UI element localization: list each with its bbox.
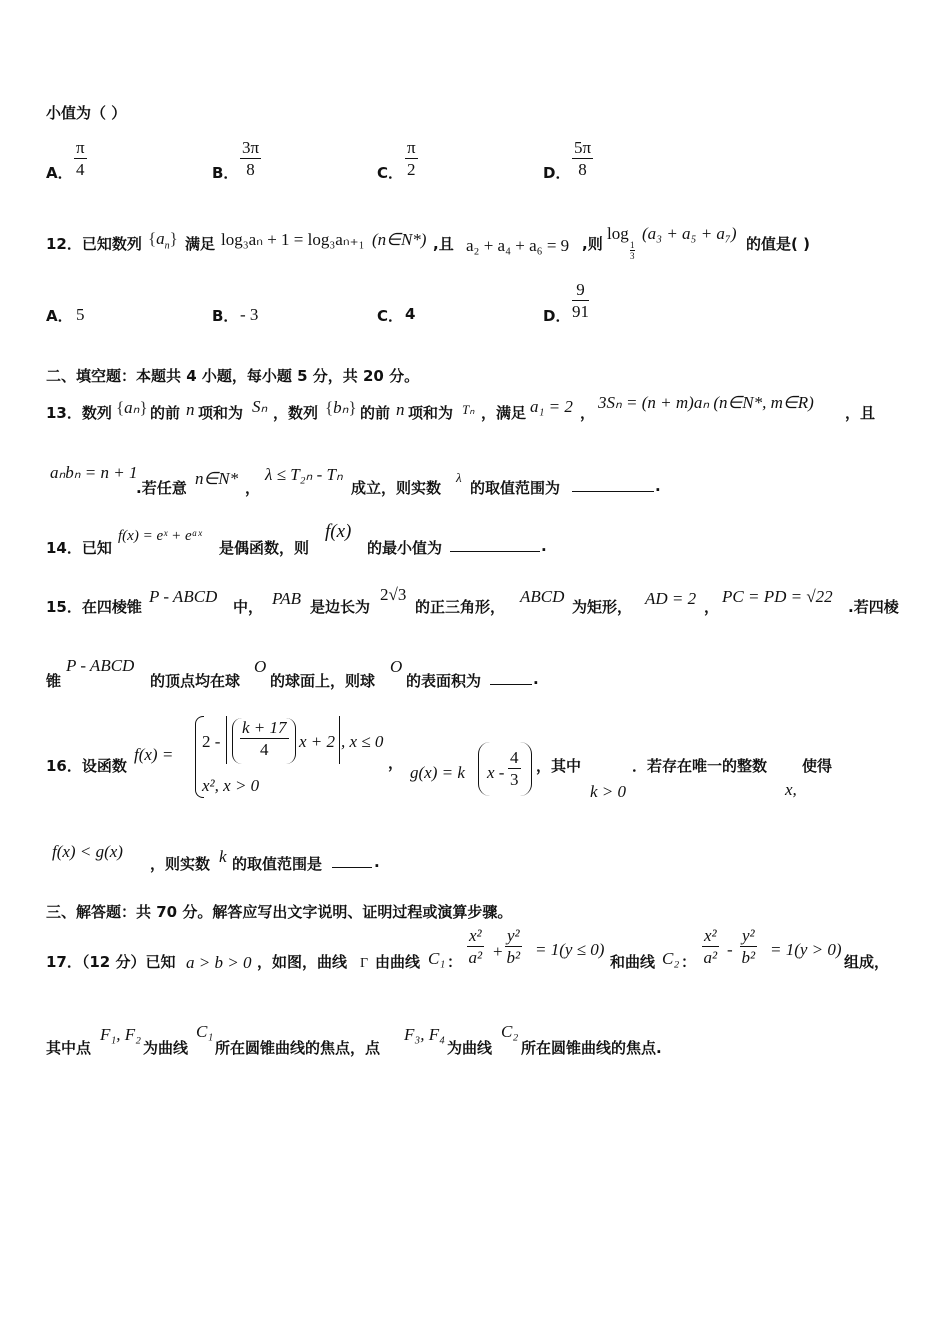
q15-d: 的正三角形， — [415, 598, 506, 616]
q13-l1-b: 的前 — [150, 404, 181, 422]
q12-cond2: a₂ + a₄ + a₆ = 9 — [466, 236, 570, 255]
q17-l2-a: 其中点 — [46, 1039, 92, 1057]
q17-e1-d2: b² — [506, 948, 521, 967]
q13-l1-f: 项和为 — [408, 404, 454, 422]
q13-l1-e: 的前 — [360, 404, 391, 422]
q11-c-den: 2 — [407, 160, 416, 179]
q11-option-b-frac — [240, 138, 261, 181]
q12-expr-log: log — [607, 224, 629, 243]
q15-l2-d: 的表面积为 — [406, 672, 482, 690]
q15-O-1: O — [254, 657, 267, 676]
q12-option-b-label[interactable]: B． — [212, 307, 239, 325]
q17-minus: - — [727, 940, 733, 959]
q13-a1: a₁ = 2 — [530, 397, 573, 416]
q17-colon-1: ： — [447, 953, 463, 971]
q11-b-den: 8 — [246, 160, 255, 179]
q17-e2-rest: = 1(y > 0) — [770, 940, 842, 959]
q16-piece1-den: 4 — [260, 740, 269, 759]
q12-option-c-label[interactable]: C． — [377, 307, 404, 325]
q13-rel: 3Sₙ = (n + m)aₙ (n∈N*, m∈R) — [598, 393, 814, 412]
q13-l1-c: 项和为 — [198, 404, 244, 422]
q17-cond: a > b > 0 — [186, 953, 252, 972]
q16-c: ．若存在唯一的整数 — [632, 757, 768, 775]
q17-gamma: Γ — [360, 956, 369, 971]
q16-answer-blank[interactable] — [332, 853, 372, 872]
q16-x: x, — [785, 780, 797, 799]
q13-l2-a: .若任意 — [136, 479, 187, 497]
q17-l2-b: 为曲线 — [143, 1039, 189, 1057]
q12-base-num: 1 — [630, 240, 635, 250]
q13-l1-d: ，数列 — [273, 404, 319, 422]
q17-e2-d1: a² — [703, 948, 718, 967]
q13-l2-rel: aₙbₙ = n + 1 — [50, 463, 138, 482]
q16-k: k — [219, 847, 227, 866]
q12-option-c-value: 4 — [405, 305, 416, 323]
q17-b: ，如图，曲线 — [257, 953, 348, 971]
q13-seq-b-text: bₙ — [333, 398, 349, 417]
q12-option-d-label[interactable]: D． — [543, 307, 571, 325]
q11-b-num: 3π — [242, 138, 260, 157]
q16-end: . — [374, 853, 380, 871]
q13-l1-g: ，满足 — [481, 404, 527, 422]
q11-a-den: 4 — [76, 160, 85, 179]
q13-l2-c: 的取值范围为 — [470, 479, 561, 497]
q13-end: . — [655, 477, 661, 495]
q13-lambda: λ — [456, 470, 462, 485]
q13-l1-h: ，且 — [845, 404, 876, 422]
q12-d-den: 91 — [572, 302, 589, 321]
q17-l2-d: 为曲线 — [447, 1039, 493, 1057]
q17-e1-n1: x² — [469, 926, 482, 945]
q11-option-c-label[interactable]: C． — [377, 164, 404, 182]
q16-comma: ， — [388, 754, 404, 772]
q17-e1-frac1 — [467, 926, 484, 969]
q17-a: 17．（12 分）已知 — [46, 953, 176, 971]
q17-F12: F₁, F₂ — [100, 1025, 142, 1044]
q14-a: 14．已知 — [46, 539, 112, 557]
q15-l2-a: 锥 — [46, 672, 62, 690]
q17-e1-frac2 — [505, 926, 522, 969]
q16-piece1-post: x + 2 — [299, 732, 336, 751]
q17-F34: F₃, F₄ — [404, 1025, 446, 1044]
q16-g-pre: x - — [487, 763, 505, 782]
q17-e2-frac1 — [702, 926, 719, 969]
q11-option-c-frac — [405, 138, 418, 181]
q15-side: 2√3 — [380, 585, 407, 604]
q12-ask: 的值是( ) — [746, 235, 810, 253]
q12-seq-sub: n — [164, 240, 170, 252]
q12-option-a-value: 5 — [76, 305, 85, 324]
q13-S: Sₙ — [252, 397, 268, 416]
q16-piece1-num: k + 17 — [242, 718, 287, 737]
q15-ad: AD = 2 — [645, 589, 697, 608]
q17-C1: C₁ — [428, 949, 446, 968]
q16-g-frac — [508, 748, 521, 791]
q16-kcond: k > 0 — [590, 782, 627, 801]
q17-e2-frac2 — [740, 926, 757, 969]
q15-e: 为矩形， — [572, 598, 633, 616]
q15-pc: PC = PD = √22 — [722, 587, 833, 606]
q15-g: .若四棱 — [848, 598, 899, 616]
q12-cond1: log₃aₙ + 1 = log₃aₙ₊₁ — [221, 230, 365, 249]
q16-l2-ineq: f(x) < g(x) — [52, 842, 123, 861]
q17-C2: C₂ — [662, 949, 680, 968]
q15-end: . — [533, 670, 539, 688]
q17-e2-d2: b² — [741, 948, 756, 967]
q17-e2-n2: y² — [742, 926, 755, 945]
q13-l2-cond: n∈N* — [195, 469, 239, 488]
q12-cond1-paren: (n∈N*) — [372, 230, 427, 249]
q12-base-den: 3 — [630, 251, 635, 261]
q12-expr-base — [630, 240, 635, 261]
q15-b: 中， — [233, 598, 264, 616]
q13-seq-a: {aₙ} — [116, 398, 148, 417]
q13-l2-b: 成立，则实数 — [351, 479, 442, 497]
q17-e1-rest: = 1(y ≤ 0) — [535, 940, 605, 959]
q17-e1-n2: y² — [507, 926, 520, 945]
q13-answer-blank[interactable] — [572, 477, 654, 496]
q12-d-num: 9 — [572, 280, 589, 301]
q17-l2-C2: C₂ — [501, 1022, 519, 1041]
q15-p2: P - ABCD — [66, 656, 135, 675]
q13-l1-a: 13．数列 — [46, 404, 112, 422]
q16-l2-b: 的取值范围是 — [232, 855, 323, 873]
q16-b: ，其中 — [536, 757, 582, 775]
q12-seq: $\{a_n\}$ — [148, 229, 178, 252]
q14-f: f(x) = eˣ + eᵃˣ — [118, 528, 202, 544]
q11-option-d-label[interactable]: D． — [543, 164, 571, 182]
q13-l2-ineq: λ ≤ T₂ₙ - Tₙ — [265, 465, 343, 484]
q16-l2-a: ，则实数 — [150, 855, 211, 873]
q13-comma: ， — [580, 404, 596, 422]
q15-answer-blank[interactable] — [490, 670, 532, 689]
q17-plus: + — [493, 942, 503, 961]
q16-gx: g(x) = k — [410, 763, 465, 782]
section-2-heading: 二、填空题：本题共 4 小题，每小题 5 分，共 20 分。 — [46, 367, 420, 385]
q15-abcd: ABCD — [520, 587, 565, 606]
q15-l2-c: 的球面上，则球 — [270, 672, 376, 690]
q17-l2-C1: C₁ — [196, 1022, 214, 1041]
section-3-heading: 三、解答题：共 70 分。解答应写出文字说明、证明过程或演算步骤。 — [46, 903, 513, 921]
q14-answer-blank[interactable] — [450, 537, 540, 556]
q16-a: 16．设函数 — [46, 757, 127, 775]
q15-pab: PAB — [272, 589, 301, 608]
q12-prefix: 12．已知数列 — [46, 235, 142, 253]
q11-option-a-label[interactable]: A． — [46, 164, 73, 182]
q12-option-b-value: - 3 — [240, 305, 259, 324]
q16-piece1-cond: , x ≤ 0 — [341, 732, 384, 751]
q15-O-2: O — [390, 657, 403, 676]
q15-l2-b: 的顶点均在球 — [150, 672, 241, 690]
q11-option-b-label[interactable]: B． — [212, 164, 239, 182]
q11-option-d-frac — [572, 138, 593, 181]
q17-l2-c: 所在圆锥曲线的焦点，点 — [215, 1039, 381, 1057]
q13-T: Tₙ — [462, 402, 475, 417]
q12-option-d-frac — [572, 280, 589, 323]
q17-c: 由曲线 — [375, 953, 421, 971]
q14-end: . — [541, 537, 547, 555]
q11-tail: 小值为（ ） — [46, 104, 127, 122]
q16-fx: f(x) = — [134, 745, 174, 764]
q14-c: 的最小值为 — [367, 539, 443, 557]
q17-e: 组成， — [844, 953, 890, 971]
q11-d-den: 8 — [578, 160, 587, 179]
q11-a-num: π — [76, 138, 85, 157]
q11-c-num: π — [407, 138, 416, 157]
q15-f: ， — [704, 598, 720, 616]
q15-c: 是边长为 — [310, 598, 371, 616]
q17-e2-n1: x² — [704, 926, 717, 945]
q17-colon-2: ： — [681, 953, 697, 971]
q12-satisfy: 满足 — [185, 235, 216, 253]
q14-b: 是偶函数，则 — [219, 539, 310, 557]
q17-e1-d1: a² — [468, 948, 483, 967]
q16-d: 使得 — [802, 757, 833, 775]
q17-l2-e: 所在圆锥曲线的焦点. — [521, 1039, 662, 1057]
q12-and: ,且 — [433, 235, 454, 253]
q13-n-1: n — [186, 400, 195, 419]
q13-l2-comma: ， — [245, 479, 261, 497]
q12-then: ,则 — [582, 235, 603, 253]
q13-n-2: n — [396, 400, 405, 419]
q16-g-num: 4 — [510, 748, 519, 767]
q11-option-a-frac — [74, 138, 87, 181]
q13-seq-b: {bₙ} — [325, 398, 357, 417]
q11-d-num: 5π — [574, 138, 592, 157]
q12-seq-a: a — [156, 229, 165, 248]
q13-seq-a-text: aₙ — [124, 398, 140, 417]
q12-expr-arg: (a₃ + a₅ + a₇) — [642, 224, 737, 243]
q16-piece2: x², x > 0 — [202, 776, 260, 795]
q17-d: 和曲线 — [610, 953, 656, 971]
q16-piece1-pre: 2 - — [202, 732, 221, 751]
q14-fx: f(x) — [325, 521, 352, 542]
q15-p1: P - ABCD — [149, 587, 218, 606]
q12-option-a-label[interactable]: A． — [46, 307, 73, 325]
q15-a: 15．在四棱锥 — [46, 598, 142, 616]
q16-piece1-frac — [240, 718, 289, 761]
q16-g-den: 3 — [510, 770, 519, 789]
